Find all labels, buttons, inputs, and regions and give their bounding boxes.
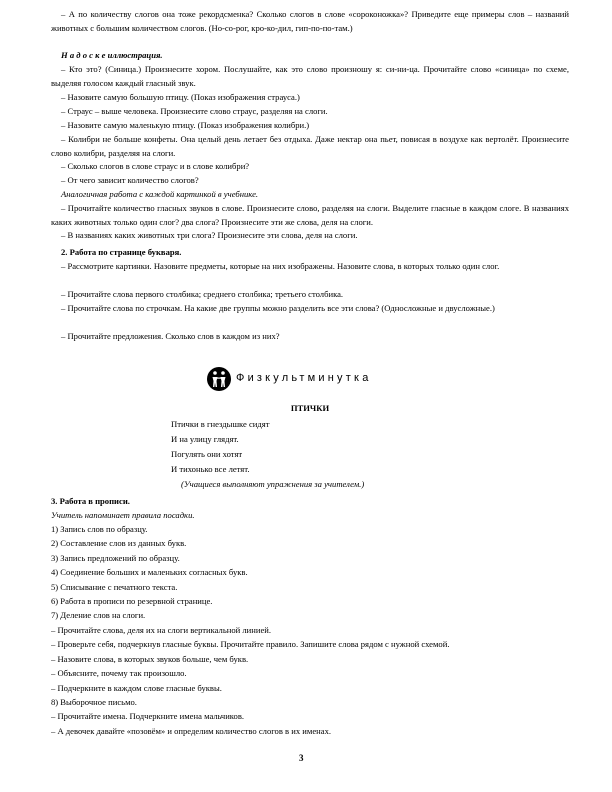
list-item: 1) Запись слов по образцу. xyxy=(51,524,148,534)
list-item: 8) Выборочное письмо. xyxy=(51,697,137,707)
list-item: – Проверьте себя, подчеркнув гласные буквы. Прочитайте правило. Запишите слова рядом с нужной схемой. xyxy=(51,639,450,649)
paragraph: – Прочитайте количество гласных звуков в слове. Произнесите слово, разделяя на слоги. Выделите гласные в каждом слоге. В названиях каких животных только один слог? два слога? Произнесите эти же слова, деля на слоги. xyxy=(51,203,569,227)
fizkultminutka-label: Физкультминутка xyxy=(236,372,372,384)
list-item: 2) Составление слов из данных букв. xyxy=(51,538,187,548)
paragraph: – А по количеству слогов она тоже рекордсменка? Сколько слогов в слове «сороконожка»? Приведите еще примеры слов – названий животных с большим количеством слогов. (Но-со-рог, кро-ко-дил, гип-по-по-там.) xyxy=(51,9,569,33)
paragraph: – Кто это? (Синица.) Произнесите хором. Послушайте, как это слово произношу я: си-ни-ца. Прочитайте слово «синица» по схеме, выделяя голосом каждый гласный звук. xyxy=(51,64,569,88)
paragraph: – Назовите самую большую птицу. (Показ изображения страуса.) xyxy=(61,92,300,102)
section-heading: 3. Работа в прописи. xyxy=(51,496,130,506)
paragraph-note: Аналогичная работа с каждой картинкой в учебнике. xyxy=(61,189,259,199)
paragraph: – В названиях каких животных три слога? Произнесите эти слова, деля на слоги. xyxy=(61,230,358,240)
exercise-icon xyxy=(206,366,232,392)
poem-line: И на улицу глядят. xyxy=(171,434,239,444)
section-heading: 2. Работа по странице букваря. xyxy=(61,247,182,257)
list-item: – Прочитайте слова, деля их на слоги вертикальной линией. xyxy=(51,625,272,635)
poem-note: (Учащиеся выполняют упражнения за учителем.) xyxy=(181,479,365,489)
list-item: 5) Списывание с печатного текста. xyxy=(51,582,178,592)
poem-title: ПТИЧКИ xyxy=(290,403,330,413)
paragraph: – Прочитайте слова по строчкам. На какие две группы можно разделить все эти слова? (Односложные и двусложные.) xyxy=(61,303,495,313)
list-item: – Прочитайте имена. Подчеркните имена мальчиков. xyxy=(51,711,245,721)
paragraph: – Рассмотрите картинки. Назовите предметы, которые на них изображены. Назовите слова, в которых только один слог. xyxy=(61,261,500,271)
page-number: 3 xyxy=(299,753,304,763)
list-item: 7) Деление слов на слоги. xyxy=(51,610,146,620)
paragraph: – Сколько слогов в слове страус и в слове колибри? xyxy=(61,161,250,171)
list-item: – Назовите слова, в которых звуков больше, чем букв. xyxy=(51,654,249,664)
list-item: 3) Запись предложений по образцу. xyxy=(51,553,180,563)
list-item: – А девочек давайте «позовём» и определим количество слогов в их именах. xyxy=(51,726,332,736)
paragraph: – Прочитайте слова первого столбика; среднего столбика; третьего столбика. xyxy=(61,289,344,299)
poem-line: И тихонько все летят. xyxy=(171,464,250,474)
paragraph: – Назовите самую маленькую птицу. (Показ изображения колибри.) xyxy=(61,120,310,130)
poem-line: Птички в гнездышке сидят xyxy=(171,419,270,429)
paragraph: – От чего зависит количество слогов? xyxy=(61,175,199,185)
poem-line: Погулять они хотят xyxy=(171,449,243,459)
list-item: 6) Работа в прописи по резервной странице. xyxy=(51,596,213,606)
paragraph: – Страус – выше человека. Произнесите слово страус, разделяя на слоги. xyxy=(61,106,328,116)
section-intro: Учитель напоминает правила посадки. xyxy=(51,510,195,520)
paragraph: – Колибри не больше конфеты. Она целый день летает без отдыха. Даже нектар она пьет, повисая в воздухе как вертолёт. Произнесите слово колибри, разделяя на слоги. xyxy=(51,134,569,158)
paragraph: – Прочитайте предложения. Сколько слов в каждом из них? xyxy=(61,331,280,341)
list-item: – Объясните, почему так произошло. xyxy=(51,668,187,678)
list-item: 4) Соединение больших и маленьких согласных букв. xyxy=(51,567,248,577)
list-item: – Подчеркните в каждом слове гласные буквы. xyxy=(51,683,222,693)
paragraph-board-note: Н а д о с к е иллюстрация. xyxy=(61,50,163,60)
